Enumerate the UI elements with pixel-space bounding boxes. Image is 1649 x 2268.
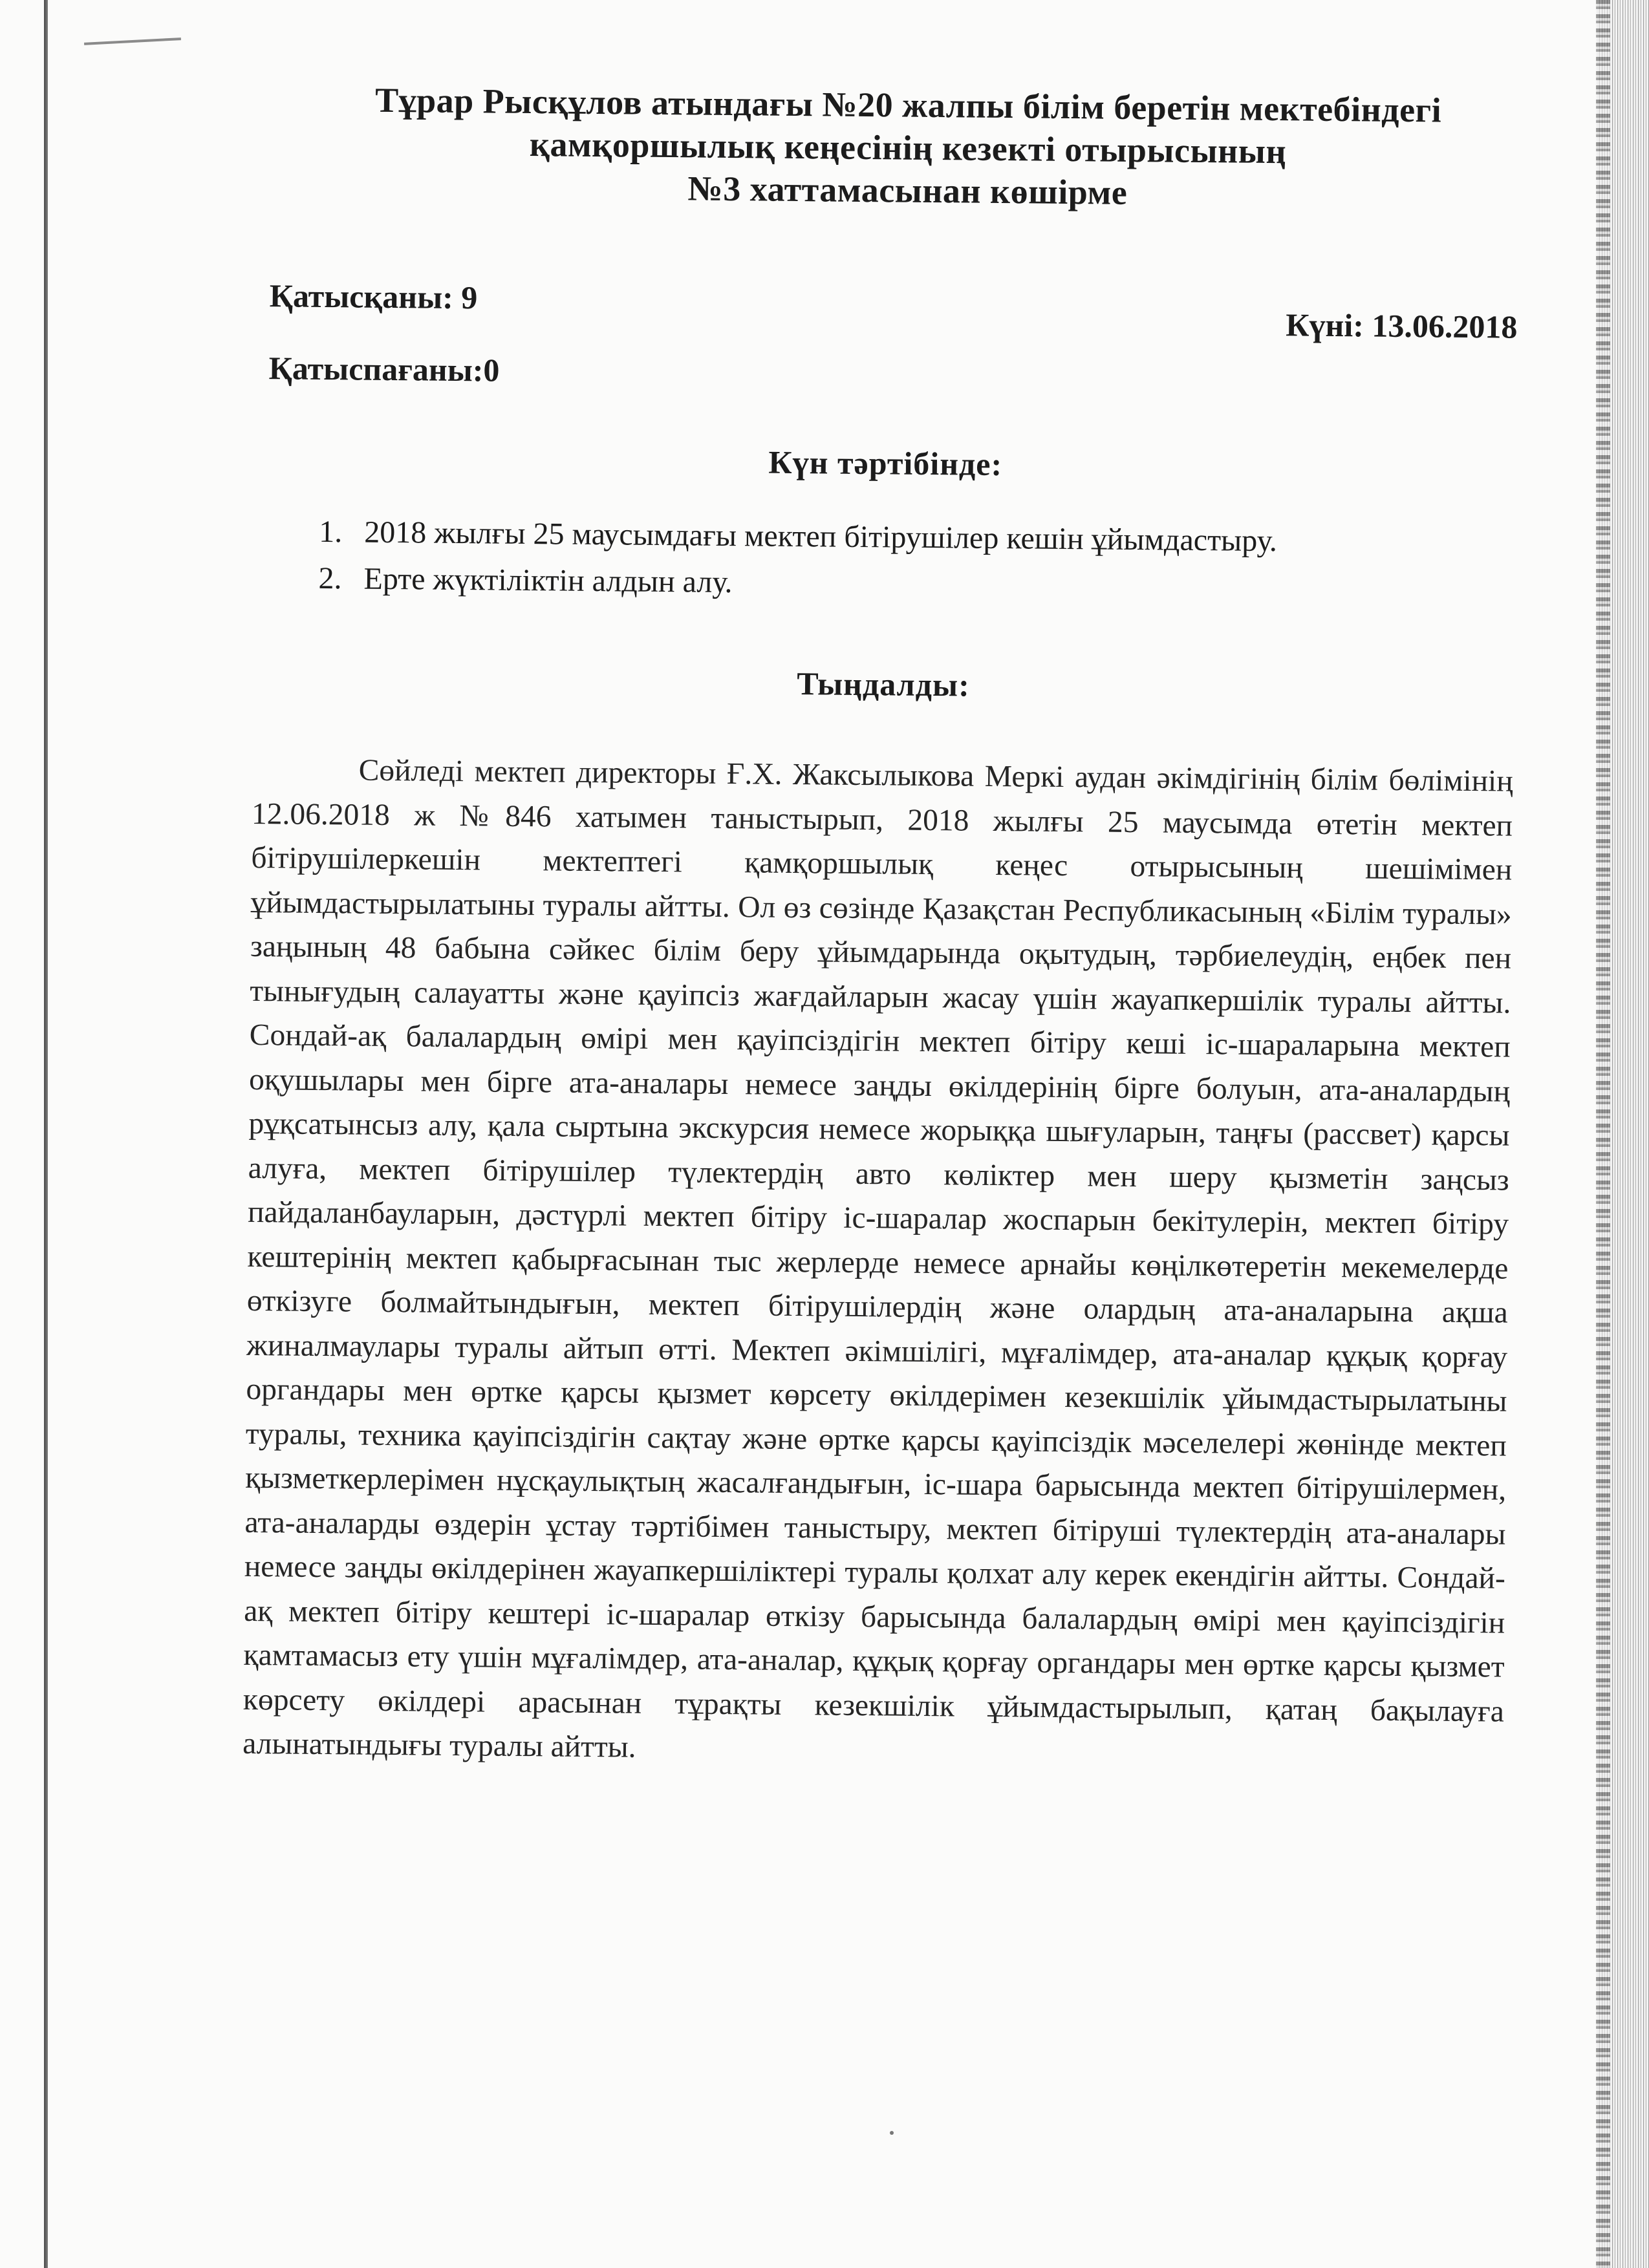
title-line-3: №3 хаттамасынан көшірме xyxy=(687,169,1128,212)
title-line-2: қамқоршылық кеңесінің кезекті отырысының xyxy=(529,125,1287,171)
title-line-1: Тұрар Рысқұлов атындағы №20 жалпы білім беретін мектебіндегі xyxy=(374,80,1442,130)
document-content xyxy=(242,78,1519,1809)
heard-heading: Тыңдалды: xyxy=(797,665,971,703)
body-paragraph: Сөйледі мектеп директоры Ғ.Х. Жаксылыкова Меркі аудан әкімдігінің білім бөлімінің 12.06.2018 ж №846 хатымен таныстырып, 2018 жылғы 25 маусымда өтетін мектеп бітірушілеркешін мектептегі қамқоршылық кеңес отырысының шешімімен ұйымдастырылатыны туралы айтты. Ол өз сөзінде Қазақстан Республикасының «Білім туралы» заңының 48 бабына сәйкес білім беру ұйымдарында оқытудың, тәрбиелеудің, еңбек пен тынығудың салауатты және қауіпсіз жағдайларын жасау үшін жауапкершілік туралы айтты. Сондай-ақ балалардың өмірі мен қауіпсіздігін мектеп бітіру кеші іс-шараларына мектеп оқушылары мен бірге ата-аналары немесе заңды өкілдерінің бірге болуын, ата-аналардың рұқсатынсыз алу, қала сыртына экскурсия немесе жорыққа шығуларын, таңғы (рассвет) қарсы алуға, мектеп бітірушілер түлектердің авто көліктер мен шеру қызметін заңсыз пайдаланбауларын, дәстүрлі мектеп бітіру іс-шаралар жоспарын бекітулерін, мектеп бітіру кештерінің мектеп қабырғасынан тыс жерлерде немесе арнайы көңілкөтеретін мекемелерде өткізуге болмайтындығын, мектеп бітірушілердің және олардың ата-аналарына ақша жиналмаулары туралы айтып өтті. Мектеп әкімшілігі, мұғалімдер, ата-аналар құқық қорғау органдары мен өртке қарсы қызмет көрсету өкілдерімен кезекшілік ұйымдастырылатыны туралы, техника қауіпсіздігін сақтау және өртке қарсы қауіпсіздік мәселелері жөнінде мектеп қызметкерлерімен нұсқаулықтың жасалғандығын, іс-шара барысында мектеп бітірушілермен, ата-аналарды өздерін ұстау тәртібімен таныстыру, мектеп бітіруші түлектердің ата-аналары немесе заңды өкілдерінен жауапкершіліктері туралы қолхат алу керек екендігін айтты. Сондай-ақ мектеп бітіру кештері іс-шаралар өткізу барысында балалардың өмірі мен қауіпсіздігін қамтамасыз ету үшін мұғалімдер, ата-аналар, құқық қорғау органдары мен өртке қарсы қызмет көрсету өкілдері арасынан тұрақты кезекшілік ұйымдастырылып, қатаң бақылауға алынатындығы туралы айтты. xyxy=(242,753,1513,1764)
scan-edge-right-shadow xyxy=(1596,0,1610,2268)
absent-count: Қатыспағаны:0 xyxy=(268,350,500,389)
attendance-block xyxy=(255,277,1518,451)
scan-edge-left xyxy=(44,0,48,2268)
agenda-list xyxy=(253,508,1515,614)
document-title xyxy=(257,78,1520,218)
attended-count: Қатысқаны: 9 xyxy=(269,277,478,316)
agenda-item-text: Ерте жүктіліктін алдын алу. xyxy=(363,561,733,600)
meeting-date: Күні: 13.06.2018 xyxy=(1286,306,1518,345)
scan-mark-top xyxy=(84,37,181,45)
scan-speck xyxy=(890,2131,894,2135)
agenda-item-number: 1. xyxy=(319,514,343,550)
agenda-item-number: 2. xyxy=(318,561,342,596)
agenda-heading: Күн тәртібінде: xyxy=(768,444,1003,483)
agenda-item-text: 2018 жылғы 25 маусымдағы мектеп бітірушілер кешін ұйымдастыру. xyxy=(364,515,1278,559)
